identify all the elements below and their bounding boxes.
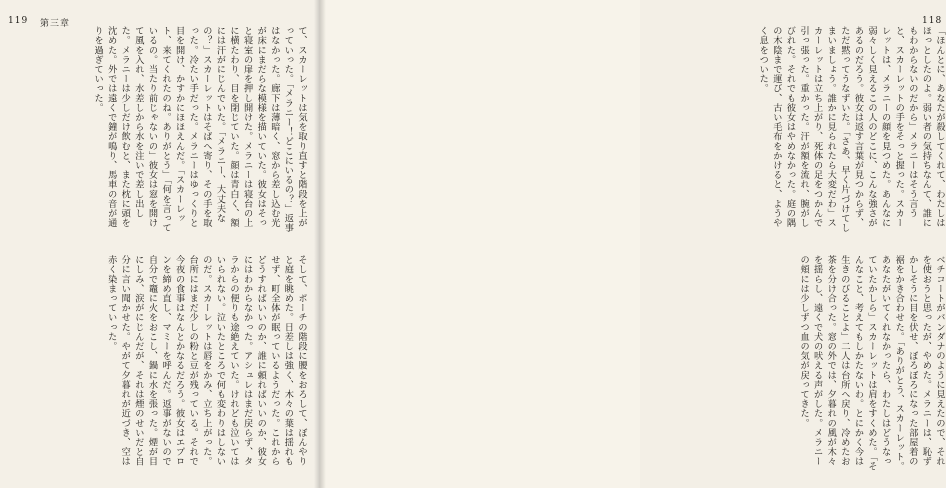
right-page-number: 118 <box>922 16 943 26</box>
left-page <box>0 0 320 488</box>
right-page-top-text: 「ほんとに、あなたが殺してくれて、わたしはほっとしたのよ。弱い者の気持ちなんて、誰にもわからないのだから」メラニーはそう言うと、スカーレットの手をそっと握った。スカーレットは、メラニーの顔を見つめた。あんなに弱々しく見えるこの人のどこに、こんな強さがあるのだろう。彼女は返す言葉が見つからず、ただ黙ってうなずいた。「さあ、早く片づけてしまいましょう。誰かに見られたら大変だわ」スカーレットは立ち上がり、死体の足をつかんで引っ張った。重かった。汗が額を流れ、腕がしびれた。それでも彼女はやめなかった。庭の隅の木陰まで運び、古い毛布をかけると、ようやく息をついた。 <box>757 26 945 233</box>
book-gutter <box>314 0 326 488</box>
left-page-bottom-text: そして、ポーチの階段に腰をおろして、ぼんやりと庭を眺めた。日差しは強く、木々の葉は揺れもせず、町全体が眠っているようだった。これからどうすればいいのか、誰に頼ればいいのか、彼女にはわからなかった。アシュレはまだ戻らず、タラからの便りも途絶えていた。けれども泣いてはいられない。泣いたところで何も変わりはしないのだ。スカーレットは唇をかみ、立ち上がった。台所にはまだ少しの粉と豆が残っている。それで今夜の食事はなんとかなるだろう。彼女はエプロンを締め直し、マミーを呼んだ。返事がないので自分で竈に火をおこし、鍋に水を張った。煙が目にしみ、涙がにじんだが、それは煙のせいだと自分に言い聞かせた。やがて夕暮れが近づき、空は赤く染まっていった。 <box>105 255 307 467</box>
right-page <box>320 0 945 488</box>
left-page-top-text: て、スカーレットは気を取り直すと階段を上がっていった。「メラニー！どこにいるの？」返事はなかった。廊下は薄暗く、窓から差し込む光が床にまだらな模様を描いていた。彼女はそっと寝室の扉を押し開けた。メラニーは寝台の上に横たわり、目を閉じていた。顔は青白く、額には汗がにじんでいた。「メラニー、大丈夫なの？」スカーレットはそばへ寄り、その手を取った。冷たい手だった。メラニーはゆっくりと目を開け、かすかにほほえんだ。「スカーレット、来てくれたのね。ありがとう」「何を言っているの。当たり前じゃないの」彼女は窓を開けて風を入れ、水差しから水を注いで差し出した。メラニーは少しだけ飲むと、また枕に頭を沈めた。外では遠くで鐘が鳴り、馬車の音が通りを過ぎていった。 <box>92 26 307 233</box>
left-chapter-title: 第三章 <box>40 19 71 29</box>
left-page-number: 119 <box>8 16 29 26</box>
right-page-bottom-text: ベチコートがバンダナのように見えたので、それを使おうと思ったが、やめた。メラニーは、恥ずかしそうに目を伏せ、ぼろぼろになった部屋着の裾をかき合わせた。「ありがとう、スカーレット。あなたがいてくれなかったら、わたしはどうなっていたかしら」スカーレットは肩をすくめた。「そんなこと、考えてもしかたないわ。とにかく今は生きのびることよ」二人は台所へ戻り、冷めたお茶を分け合った。窓の外では、夕暮れの風が木々を揺らし、遠くで犬の吠える声がした。メラニーの頬には少しずつ血の気が戻ってきた。 <box>798 255 945 472</box>
